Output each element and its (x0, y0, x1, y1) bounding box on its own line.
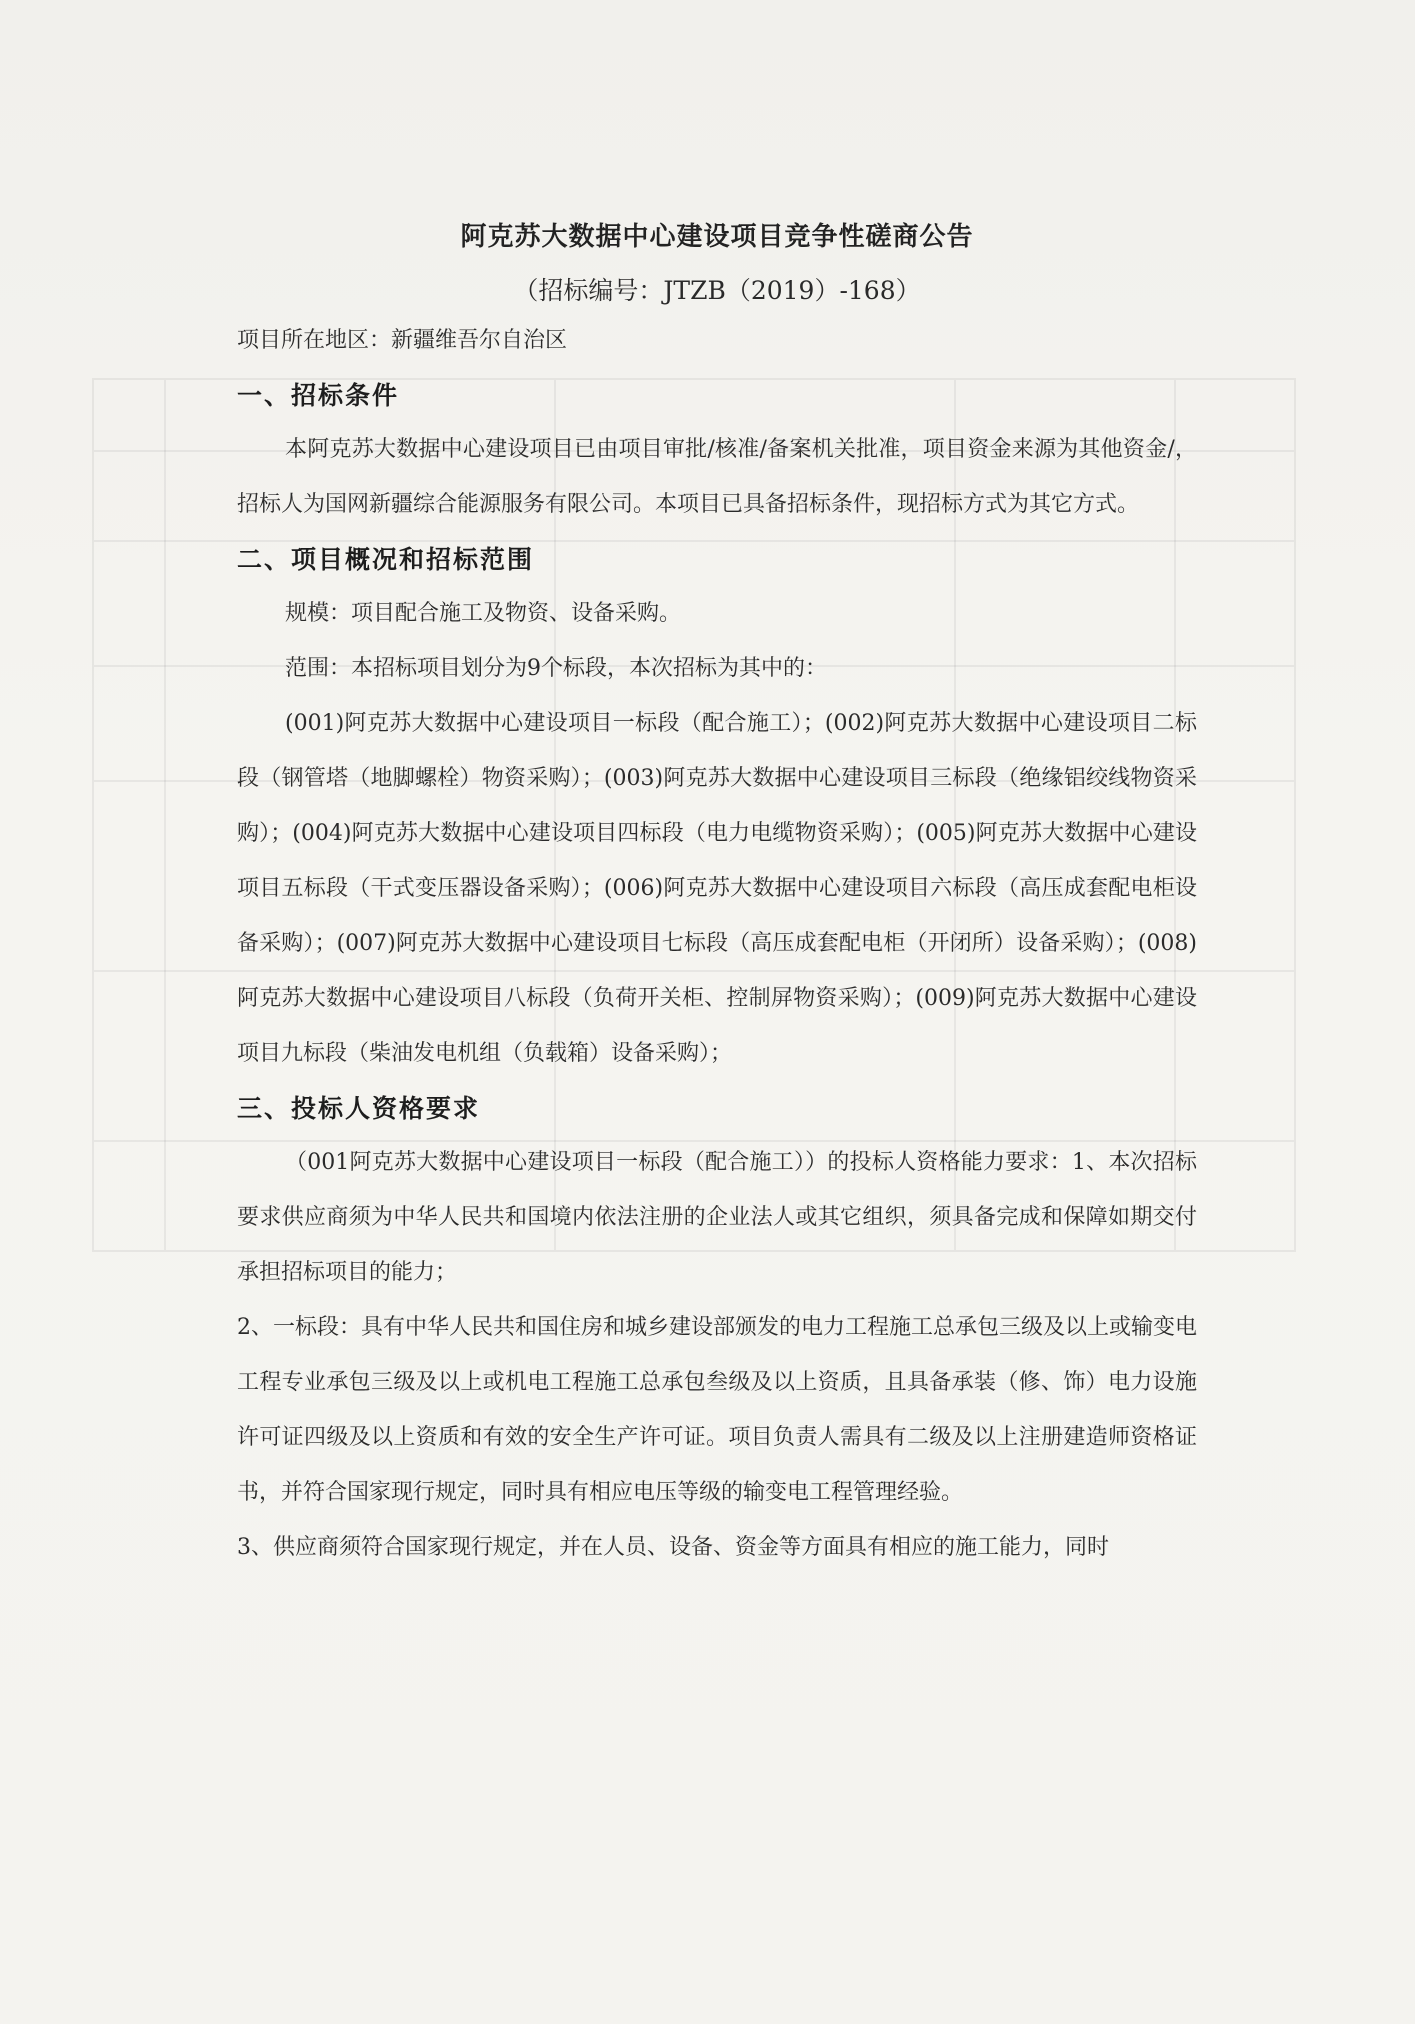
project-scale: 规模：项目配合施工及物资、设备采购。 (285, 601, 682, 626)
tender-number: （招标编号：JTZB（2019）-168） (513, 276, 921, 305)
project-scope: 范围：本招标项目划分为9个标段，本次招标为其中的： (285, 656, 827, 681)
project-location: 项目所在地区：新疆维吾尔自治区 (237, 328, 568, 353)
document-body (237, 215, 1197, 1575)
section-3-heading: 三、投标人资格要求 (237, 1094, 481, 1123)
qualification-para-3: 3、供应商须符合国家现行规定，并在人员、设备、资金等方面具有相应的施工能力，同时 (237, 1535, 1110, 1560)
section-1-text: 本阿克苏大数据中心建设项目已由项目审批/核准/备案机关批准，项目资金来源为其他资金/，招标人为国网新疆综合能源服务有限公司。本项目已具备招标条件，现招标方式为其它方式。 (237, 437, 1197, 517)
section-1-heading: 一、招标条件 (237, 381, 400, 410)
lot-list: (001)阿克苏大数据中心建设项目一标段（配合施工）；(002)阿克苏大数据中心建设项目二标段（钢管塔（地脚螺栓）物资采购）；(003)阿克苏大数据中心建设项目三标段（绝缘铝绞线物资采购）；(004)阿克苏大数据中心建设项目四标段（电力电缆物资采购）；(005)阿克苏大数据中心建设项目五标段（干式变压器设备采购）；(006)阿克苏大数据中心建设项目六标段（高压成套配电柜设备采购）；(007)阿克苏大数据中心建设项目七标段（高压成套配电柜（开闭所）设备采购）；(008)阿克苏大数据中心建设项目八标段（负荷开关柜、控制屏物资采购）；(009)阿克苏大数据中心建设项目九标段（柴油发电机组（负载箱）设备采购）； (237, 711, 1197, 1066)
section-2-heading: 二、项目概况和招标范围 (237, 545, 535, 574)
qualification-para-1: （001阿克苏大数据中心建设项目一标段（配合施工））的投标人资格能力要求：1、本次招标要求供应商须为中华人民共和国境内依法注册的企业法人或其它组织，须具备完成和保障如期交付承担招标项目的能力； (237, 1150, 1197, 1285)
qualification-para-2: 2、一标段：具有中华人民共和国住房和城乡建设部颁发的电力工程施工总承包三级及以上或输变电工程专业承包三级及以上或机电工程施工总承包叁级及以上资质，且具备承装（修、饰）电力设施许可证四级及以上资质和有效的安全生产许可证。项目负责人需具有二级及以上注册建造师资格证书，并符合国家现行规定，同时具有相应电压等级的输变电工程管理经验。 (237, 1315, 1198, 1505)
document-title: 阿克苏大数据中心建设项目竞争性磋商公告 (460, 222, 974, 252)
